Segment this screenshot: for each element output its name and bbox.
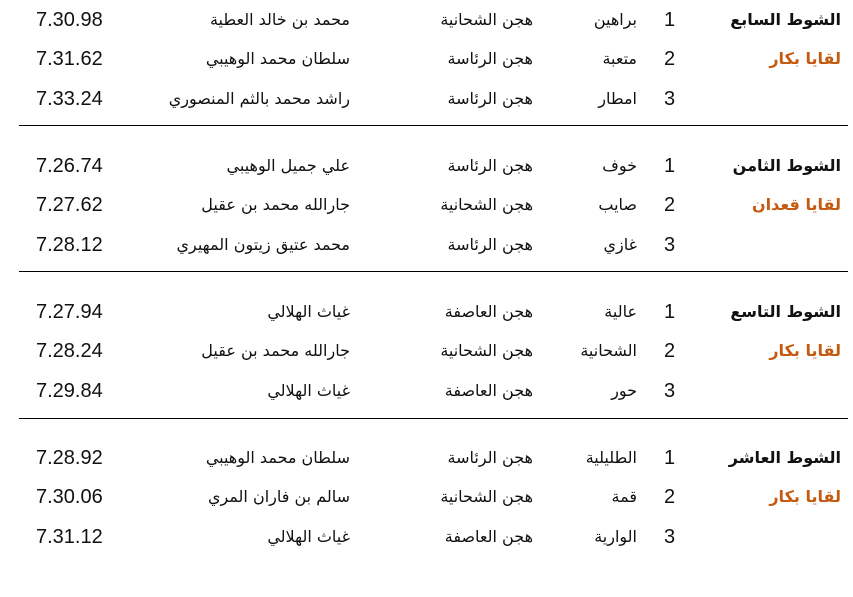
- category-label: لقايا بكار: [769, 487, 841, 506]
- camel-name: خوف: [602, 156, 637, 175]
- finish-time: 7.28.24: [36, 340, 103, 362]
- heat-section: [0, 146, 853, 266]
- section-divider: [19, 418, 848, 419]
- rank-number: 1: [664, 155, 676, 177]
- finish-time: 7.31.62: [36, 48, 103, 70]
- heat-title: الشوط الثامن: [732, 156, 841, 175]
- camel-name: متعبة: [602, 49, 637, 68]
- section-divider: [19, 125, 848, 126]
- rider-name: محمد عتيق زيتون المهيري: [176, 235, 350, 254]
- owner-name: هجن الرئاسة: [447, 156, 533, 175]
- finish-time: 7.29.84: [36, 380, 103, 402]
- finish-time: 7.31.12: [36, 526, 103, 548]
- finish-time: 7.33.24: [36, 88, 103, 110]
- table-row: [0, 39, 853, 79]
- finish-time: 7.28.12: [36, 234, 103, 256]
- camel-name: عالية: [604, 302, 637, 321]
- finish-time: 7.27.94: [36, 301, 103, 323]
- section-divider: [19, 271, 848, 272]
- rider-name: غياث الهلالي: [267, 381, 350, 400]
- table-row: [0, 79, 853, 119]
- owner-name: هجن العاصفة: [444, 527, 533, 546]
- table-row: [0, 146, 853, 186]
- finish-time: 7.30.06: [36, 486, 103, 508]
- category-label: لقايا بكار: [769, 49, 841, 68]
- heat-section: [0, 0, 853, 120]
- owner-name: هجن العاصفة: [444, 302, 533, 321]
- camel-name: قمة: [611, 487, 637, 506]
- camel-name: صايب: [598, 195, 637, 214]
- camel-name: الطليلية: [585, 448, 637, 467]
- owner-name: هجن الشحانية: [440, 10, 533, 29]
- table-row: [0, 331, 853, 371]
- rider-name: غياث الهلالي: [267, 302, 350, 321]
- finish-time: 7.30.98: [36, 9, 103, 31]
- camel-name: الشحانية: [580, 341, 637, 360]
- heat-title: الشوط التاسع: [730, 302, 841, 321]
- table-row: [0, 0, 853, 40]
- rider-name: محمد بن خالد العطية: [209, 10, 350, 29]
- rider-name: غياث الهلالي: [267, 527, 350, 546]
- rank-number: 2: [664, 194, 676, 216]
- finish-time: 7.27.62: [36, 194, 103, 216]
- rider-name: جارالله محمد بن عقيل: [201, 195, 350, 214]
- owner-name: هجن الرئاسة: [447, 448, 533, 467]
- rank-number: 3: [664, 380, 676, 402]
- table-row: [0, 225, 853, 265]
- heat-section: [0, 292, 853, 412]
- finish-time: 7.26.74: [36, 155, 103, 177]
- category-label: لقايا قعدان: [751, 195, 841, 214]
- rank-number: 3: [664, 234, 676, 256]
- owner-name: هجن العاصفة: [444, 381, 533, 400]
- owner-name: هجن الشحانية: [440, 487, 533, 506]
- rider-name: سلطان محمد الوهيبي: [205, 49, 350, 68]
- rank-number: 1: [664, 447, 676, 469]
- camel-name: حور: [611, 381, 637, 400]
- heat-title: الشوط السابع: [730, 10, 841, 29]
- rank-number: 2: [664, 48, 676, 70]
- table-row: [0, 371, 853, 411]
- camel-name: غازي: [603, 235, 637, 254]
- rank-number: 1: [664, 301, 676, 323]
- rank-number: 2: [664, 340, 676, 362]
- rider-name: علي جميل الوهيبي: [226, 156, 350, 175]
- table-row: [0, 185, 853, 225]
- rank-number: 3: [664, 526, 676, 548]
- finish-time: 7.28.92: [36, 447, 103, 469]
- owner-name: هجن الرئاسة: [447, 89, 533, 108]
- table-row: [0, 292, 853, 332]
- heat-section: [0, 438, 853, 558]
- category-label: لقايا بكار: [769, 341, 841, 360]
- rider-name: سالم بن فاران المري: [207, 487, 350, 506]
- table-row: [0, 517, 853, 557]
- camel-name: الوارية: [594, 527, 637, 546]
- rider-name: جارالله محمد بن عقيل: [201, 341, 350, 360]
- owner-name: هجن الرئاسة: [447, 49, 533, 68]
- camel-name: امطار: [598, 89, 637, 108]
- owner-name: هجن الرئاسة: [447, 235, 533, 254]
- rank-number: 3: [664, 88, 676, 110]
- table-row: [0, 477, 853, 517]
- owner-name: هجن الشحانية: [440, 341, 533, 360]
- rider-name: سلطان محمد الوهيبي: [205, 448, 350, 467]
- owner-name: هجن الشحانية: [440, 195, 533, 214]
- rank-number: 2: [664, 486, 676, 508]
- rider-name: راشد محمد بالثم المنصوري: [168, 89, 350, 108]
- camel-name: براهين: [593, 10, 637, 29]
- heat-title: الشوط العاشر: [728, 448, 841, 467]
- rank-number: 1: [664, 9, 676, 31]
- table-row: [0, 438, 853, 478]
